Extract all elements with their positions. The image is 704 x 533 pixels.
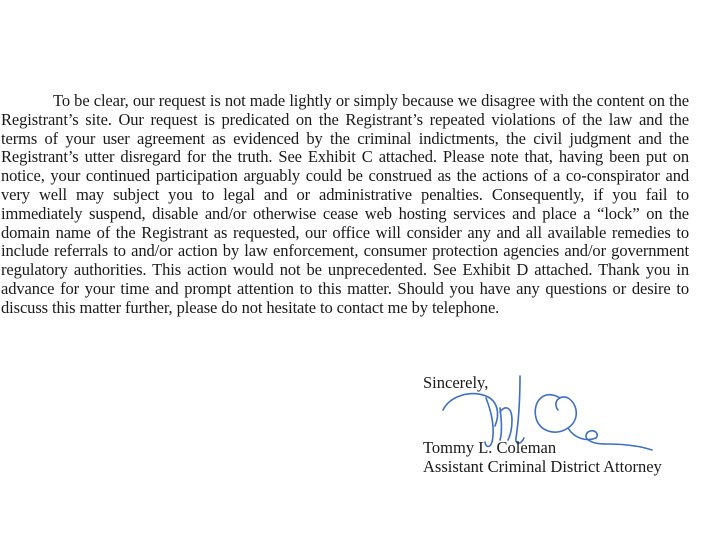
body-paragraph: To be clear, our request is not made lightly or simply because we disagree with the content on the Registrant’s site. Our request is predicated on the Registrant’s repeated violations of the law and the terms of your user agreement as evidenced by the criminal indictments, the civil judgment and the Registrant’s utter disregard for the truth. See Exhibit C attached. Please note that, having been put on notice, your continued participation arguably could be construed as the actions of a co-conspirator and very well may subject you to legal and or administrative penalties. Consequently, if you fail to immediately suspend, disable and/or otherwise cease web hosting services and place a “lock” on the domain name of the Registrant as requested, our office will consider any and all available remedies to include referrals to and/or action by law enforcement, consumer protection agencies and/or government regulatory authorities. This action would not be unprecedented. See Exhibit D attached. Thank you in advance for your time and prompt attention to this matter. Should you have any questions or desire to discuss this matter further, please do not hesitate to contact me by telephone.: [1, 91, 689, 317]
signer-title: Assistant Criminal District Attorney: [423, 457, 662, 476]
signer-name: Tommy L. Coleman: [423, 438, 557, 457]
closing-salutation: Sincerely,: [423, 373, 489, 392]
